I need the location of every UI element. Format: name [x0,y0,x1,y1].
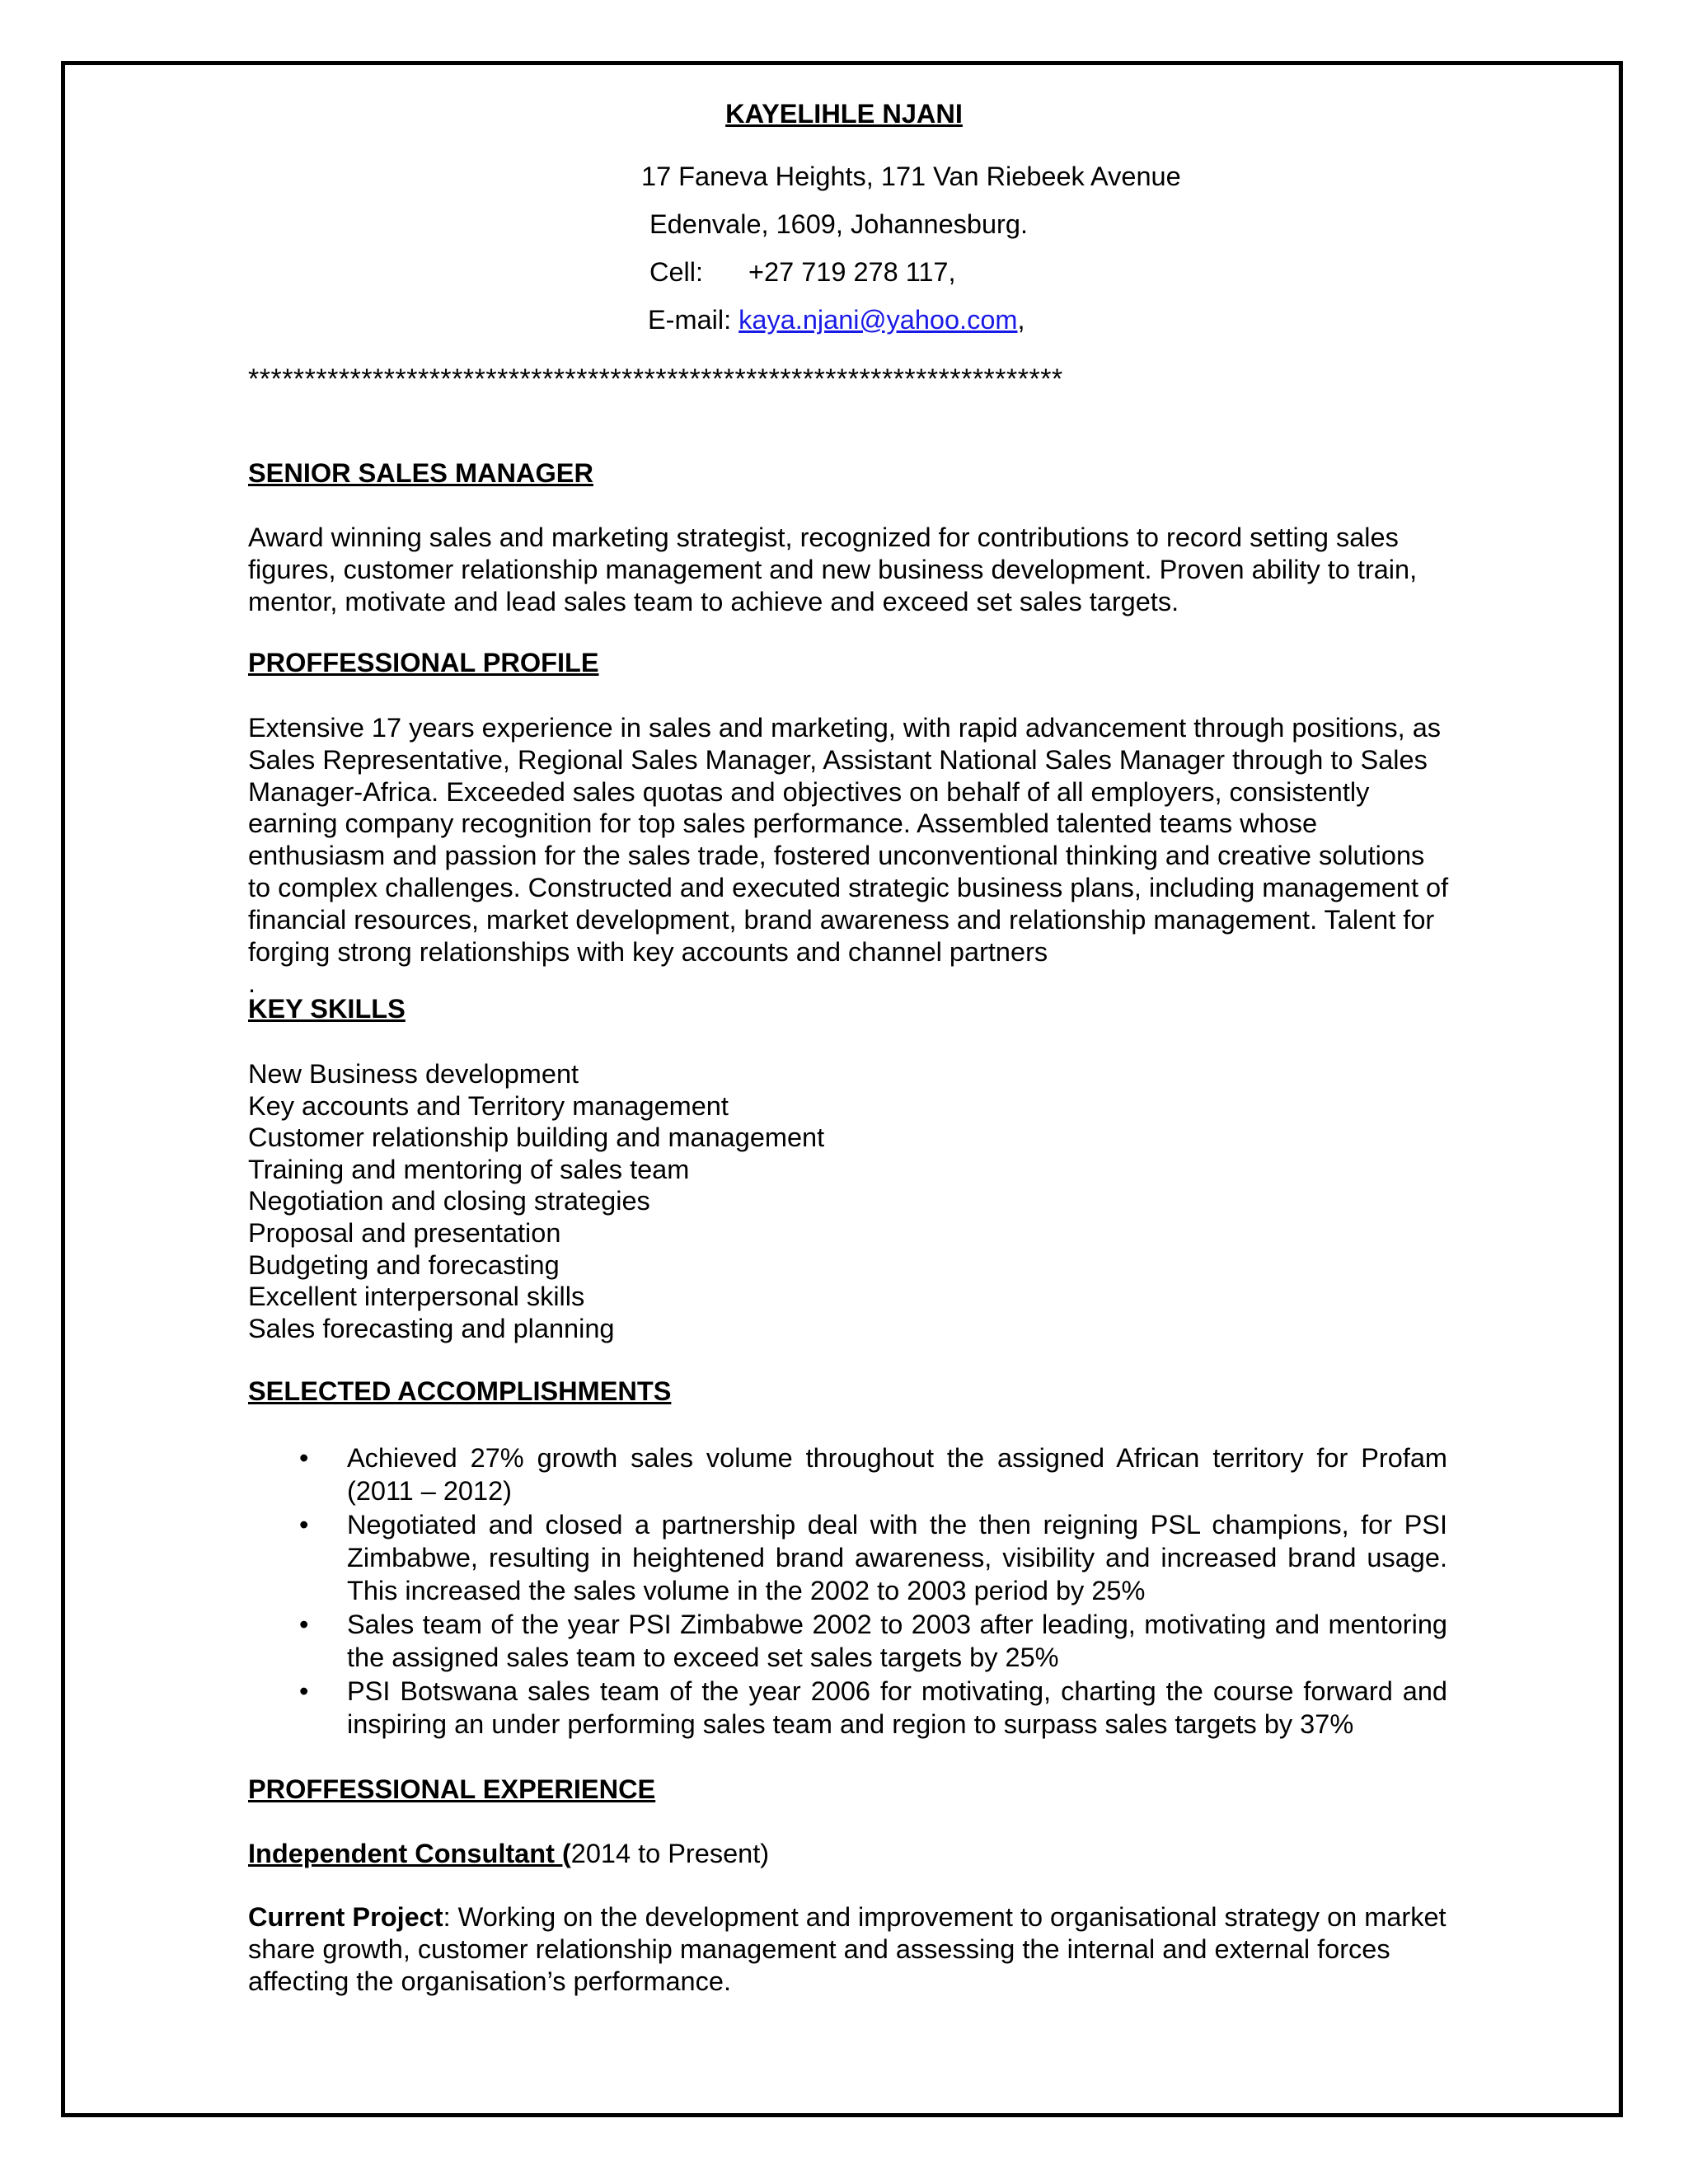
list-item: • Sales team of the year PSI Zimbabwe 2002 to 2003 after leading, motivating and mentoring the assigned sales team to exceed set sales targets by 25% [299,1610,1447,1672]
list-item: Key accounts and Territory management [248,1090,729,1121]
cell-label: Cell: [649,257,704,287]
skills-heading: KEY SKILLS [248,994,406,1024]
list-item: Budgeting and forecasting [248,1249,560,1280]
bullet-icon: • [299,1443,309,1473]
experience-heading: PROFFESSIONAL EXPERIENCE [248,1774,656,1804]
bullet-icon: • [299,1510,309,1540]
candidate-name: KAYELIHLE NJANI [725,99,963,129]
skills-list [248,1058,824,1344]
email-link[interactable]: kaya.njani@yahoo.com [738,305,1018,335]
profile-trailing: . [248,968,256,999]
project-text: : Working on the development and improvement to organisational strategy on market share growth, customer relationship management and assessing the internal and external forces affecting the organisation’s performance. [248,1902,1447,1996]
address-line-1: 17 Faneva Heights, 171 Van Riebeek Avenue [641,162,1181,191]
list-item: Excellent interpersonal skills [248,1282,585,1312]
list-item: Training and mentoring of sales team [248,1154,690,1184]
project-label: Current Project [248,1902,443,1932]
profile-text: Extensive 17 years experience in sales and marketing, with rapid advancement through positions, as Sales Representative, Regional Sales Manager, Assistant National Sales Manager through to Sales Manager-Africa. Exceeded sales quotas and objectives on behalf of all employers, consistently earning company recognition for top sales performance. Assembled talented teams whose enthusiasm and passion for the sales trade, fostered unconventional thinking and creative solutions to complex challenges. Constructed and executed strategic business plans, including management of financial resources, market development, brand awareness and relationship management. Talent for forging strong relationships with key accounts and channel partners [248,713,1449,967]
email-suffix: , [1017,305,1025,335]
profile-paragraph [248,712,1451,1000]
email-line [648,305,1025,335]
cell-line [649,257,956,288]
list-item: Negotiation and closing strategies [248,1186,650,1216]
list-item: Sales forecasting and planning [248,1313,615,1343]
accomplishments-heading: SELECTED ACCOMPLISHMENTS [248,1376,672,1406]
profile-heading: PROFFESSIONAL PROFILE [248,648,599,677]
list-item: • Negotiated and closed a partnership deal with the then reigning PSL champions, for PSI Zimbabwe, resulting in heightened brand awareness, visibility and increased brand usage. This increased the sales volume in the 2002 to 2003 period by 25% [299,1510,1447,1605]
list-item: Customer relationship building and management [248,1122,825,1153]
job-line [248,1838,1451,1870]
address-line-2: Edenvale, 1609, Johannesburg. [649,209,1028,239]
job-period: 2014 to Present) [570,1839,770,1868]
list-item: Proposal and presentation [248,1217,561,1248]
email-label: E-mail: [648,305,732,335]
accomplishments-list [248,1441,1447,1741]
summary-paragraph: Award winning sales and marketing strategist, recognized for contributions to record setting sales figures, customer relationship management and new business development. Proven ability to train, mentor, motivate and lead sales team to achieve and exceed set sales targets. [248,523,1418,616]
list-item: New Business development [248,1059,579,1089]
job-title: Independent Consultant ( [248,1839,571,1868]
bullet-icon: • [299,1676,309,1706]
bullet-icon: • [299,1610,309,1639]
separator-line: ************************************************************************ [248,363,1063,395]
list-item: • Achieved 27% growth sales volume throughout the assigned African territory for Profam (2011 – 2012) [299,1443,1447,1506]
list-item: • PSI Botswana sales team of the year 2006 for motivating, charting the course forward and inspiring an under performing sales team and region to surpass sales targets by 37% [299,1676,1447,1739]
current-project [248,1901,1451,1997]
cell-value: +27 719 278 117, [748,257,956,287]
section-title: SENIOR SALES MANAGER [248,458,593,488]
